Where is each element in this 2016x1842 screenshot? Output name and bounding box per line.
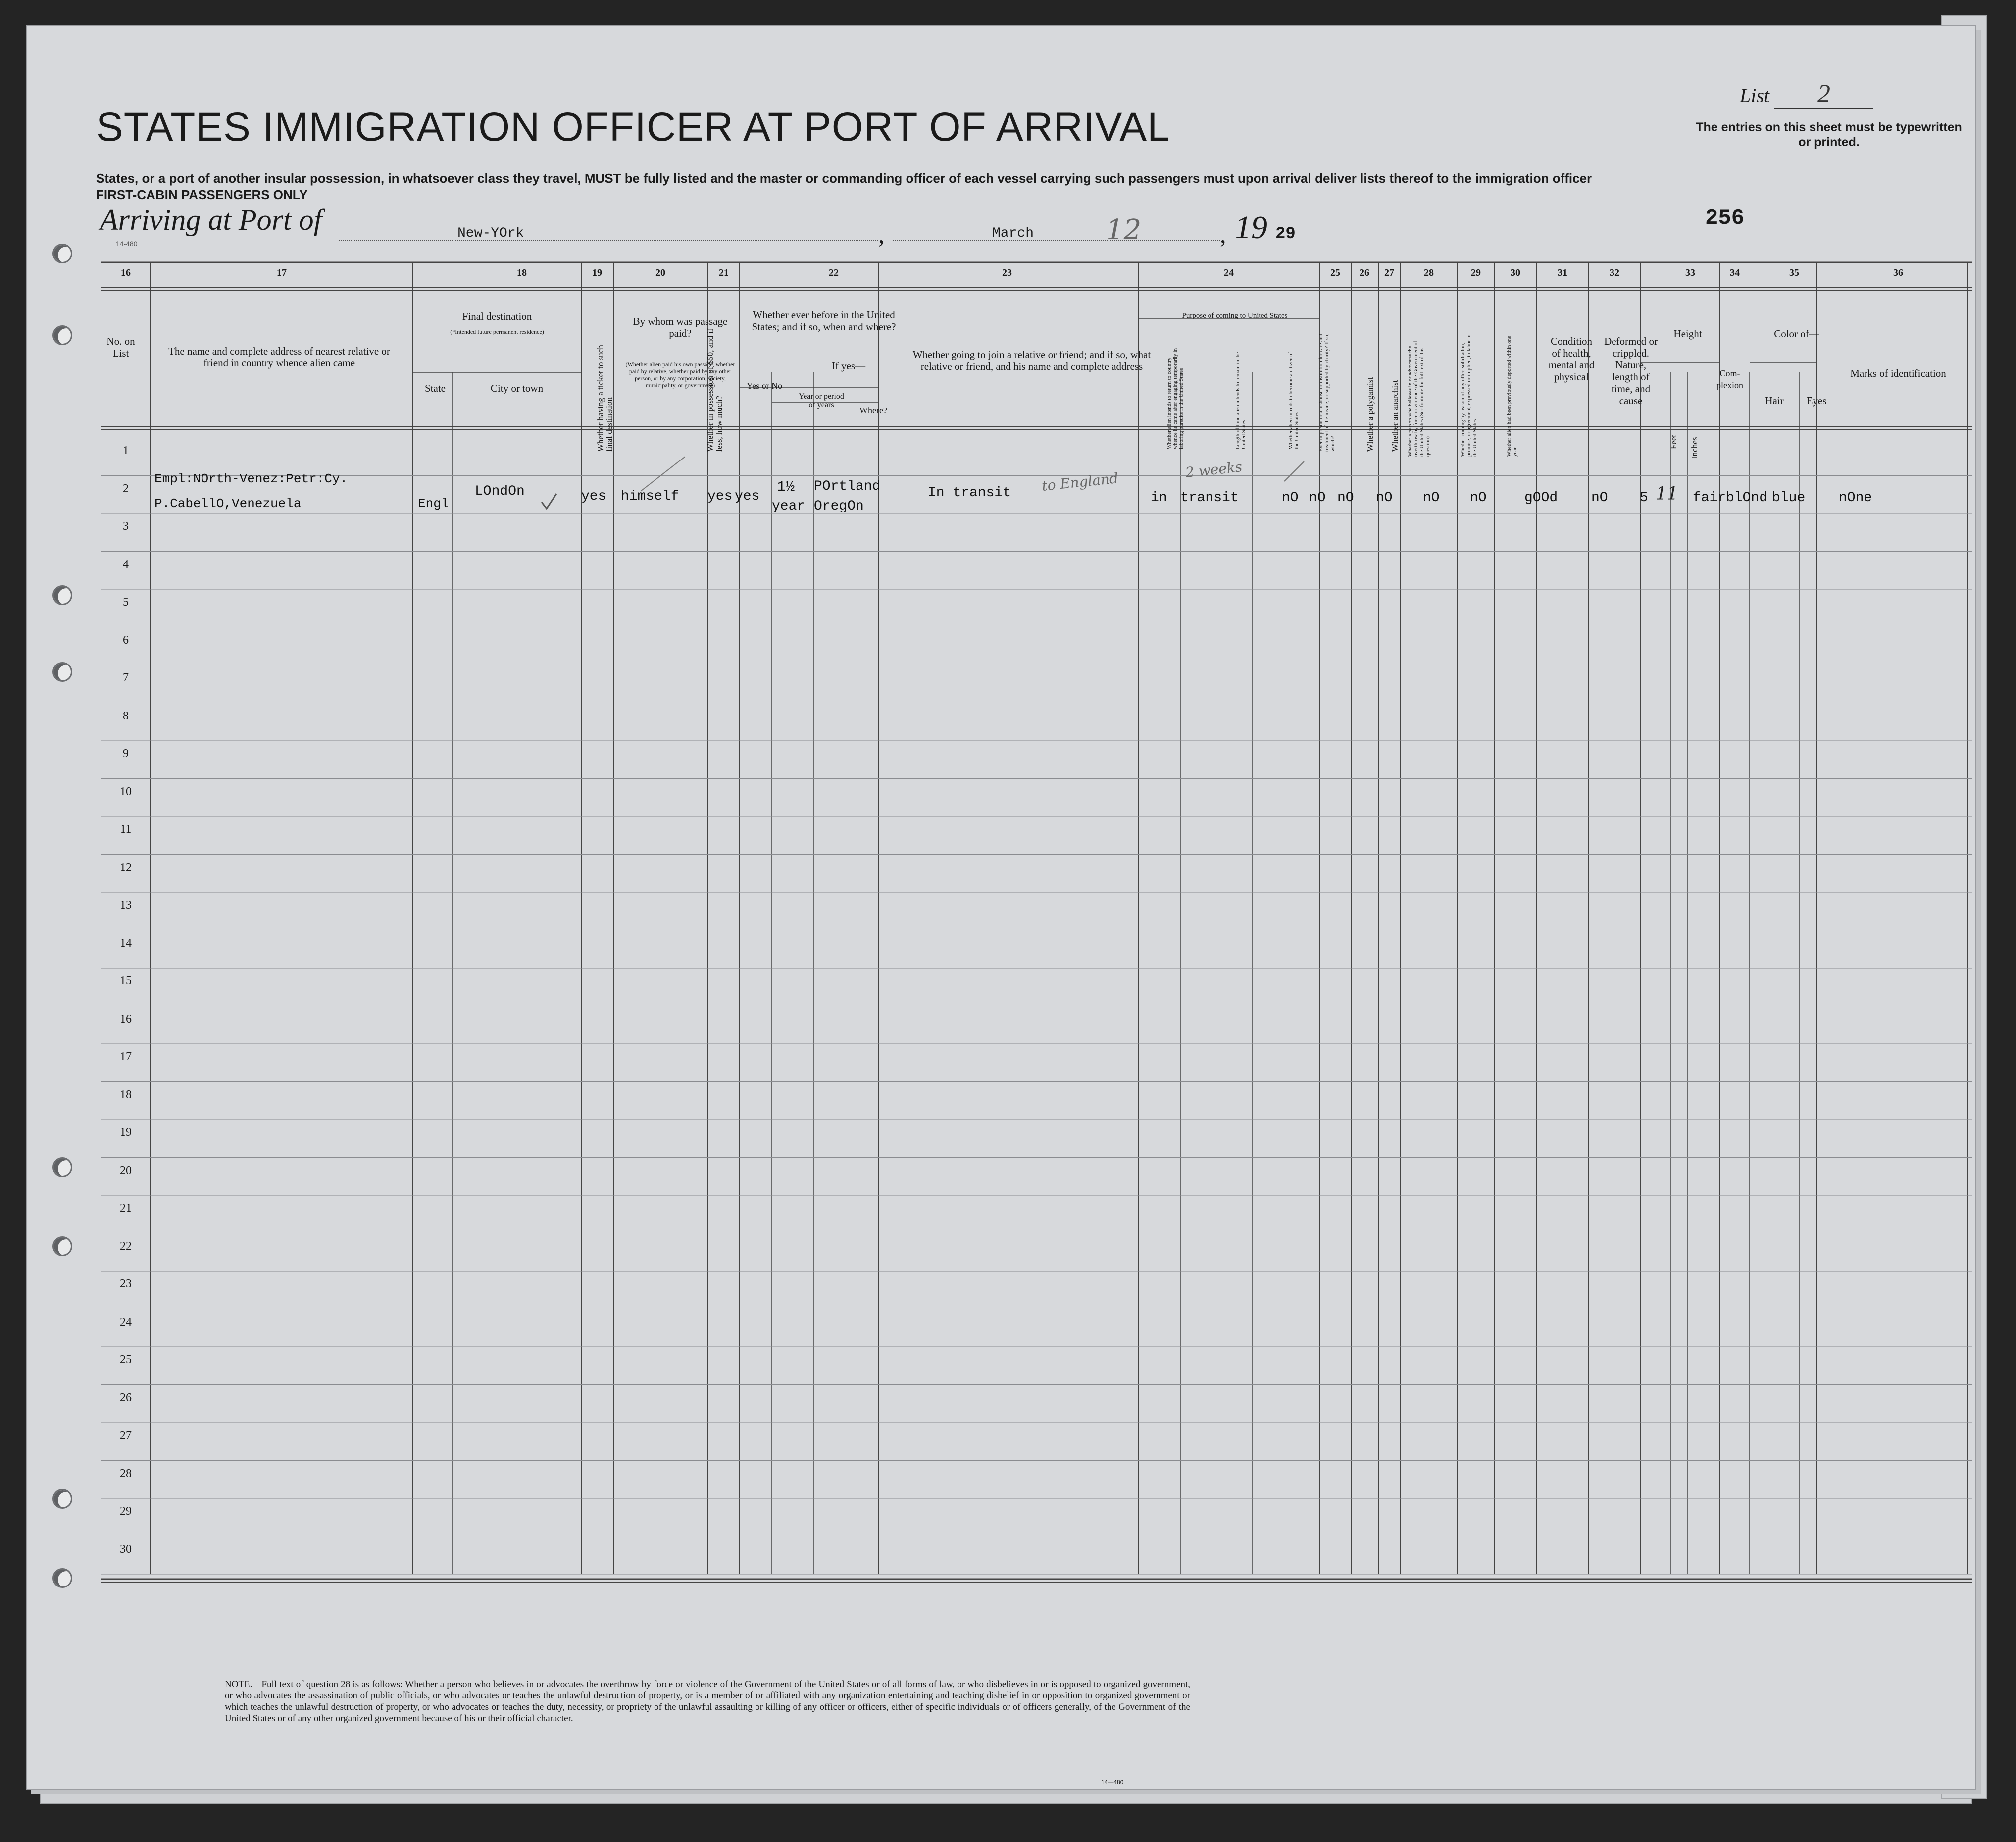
entry-relative-line1: Empl:NOrth-Venez:Petr:Cy. [154, 471, 348, 486]
day-value: 12 [1106, 214, 1142, 246]
header-height: Height [1673, 328, 1702, 340]
row-number: 27 [120, 1429, 132, 1442]
entry-period-line1: 1½ [777, 479, 795, 496]
column-number: 23 [1002, 267, 1012, 278]
entry-hair: blOnd [1726, 490, 1768, 506]
column-number: 19 [592, 267, 602, 278]
header-final-destination: Final destination [462, 310, 532, 322]
row-number: 13 [120, 899, 132, 912]
check-marks [27, 26, 1975, 570]
row-number: 22 [120, 1239, 132, 1253]
header-passage-paid: By whom was passage paid? [633, 315, 728, 339]
row-number: 9 [123, 747, 129, 760]
header-polygamist: Whether a polygamist [1365, 377, 1375, 452]
class-line: FIRST-CABIN PASSENGERS ONLY [96, 187, 308, 202]
header-period: Year or period of years [799, 392, 844, 409]
header-deported: Whether alien had been previously deported within one year [1506, 335, 1518, 457]
column-number: 18 [517, 267, 527, 278]
typewritten-note: The entries on this sheet must be typewritten or printed. [1696, 120, 1962, 149]
footnote-code: 14—480 [1101, 1779, 1124, 1786]
entry-joining: In transit [928, 485, 1011, 501]
entry-before-yes-no: yes [735, 489, 760, 504]
entry-where-line1: POrtland [814, 479, 881, 494]
header-city: City or town [490, 382, 544, 394]
header-marks: Marks of identification [1850, 367, 1946, 379]
row-number: 7 [123, 671, 129, 684]
column-number: 22 [829, 267, 839, 278]
row-number: 21 [120, 1202, 132, 1215]
row-number: 4 [123, 558, 129, 571]
row-number: 25 [120, 1353, 132, 1366]
entry-overthrow: nO [1376, 490, 1393, 506]
header-possession-50: Whether in possession of $50, and if less, how much? [706, 328, 724, 452]
column-number: 26 [1360, 267, 1369, 278]
instructions-text: States, or a port of another insular possession, in whatsoever class they travel, MUST be fully listed and the master or commanding officer of each vessel carrying such passengers must upon arrival deliver lists thereof to the immigration officer [96, 171, 1592, 186]
header-purpose: Purpose of coming to United States [1182, 312, 1288, 320]
row-number: 16 [120, 1012, 132, 1025]
entry-marks: nOne [1839, 490, 1872, 506]
header-where: Where? [859, 406, 887, 415]
list-label: List [1740, 84, 1770, 106]
entry-deported: nO [1470, 490, 1487, 506]
header-deformed: Deformed or crippled. Nature, length of time, and cause [1604, 335, 1658, 407]
row-number: 5 [123, 596, 129, 609]
row-number: 6 [123, 633, 129, 647]
entry-city: LOndOn [475, 484, 525, 499]
port-value: New-YOrk [457, 226, 524, 241]
header-ticket: Whether having a ticket to such final destination [596, 345, 614, 452]
header-anarchist: Whether an anarchist [1390, 380, 1400, 452]
row-number: 8 [123, 709, 129, 722]
header-health: Condition of health, mental and physical [1548, 335, 1595, 383]
row-number: 19 [120, 1126, 132, 1139]
column-number: 24 [1224, 267, 1234, 278]
entry-labor-offer: nO [1423, 490, 1440, 506]
header-no-on-list: No. on List [106, 335, 135, 359]
list-number: 2 [1774, 79, 1873, 109]
row-number: 30 [120, 1542, 132, 1556]
header-overthrow: Whether a person who believes in or advocates the overthrow by force or violence of the Government of the United States (See footnote for full text of this question) [1407, 341, 1431, 457]
entry-length-annotation: 2 weeks [1184, 459, 1243, 481]
column-number: 33 [1685, 267, 1695, 278]
year-prefix: 19 [1235, 209, 1267, 246]
entry-anarchist: nO [1337, 490, 1354, 506]
entry-intends-return: in [1151, 490, 1167, 506]
header-complexion: Com- plexion [1716, 368, 1743, 390]
header-intends-return: Whether alien intends to return to country whence he came after engaging temporarily in laboring pursuits in the United States [1166, 348, 1184, 449]
row-number: 24 [120, 1315, 132, 1329]
header-if-yes: If yes— [831, 360, 866, 372]
row-number: 26 [120, 1391, 132, 1404]
form-code: 14-480 [116, 240, 138, 248]
entry-health: gOOd [1524, 490, 1558, 506]
entry-length-of-stay: transit [1180, 490, 1239, 506]
entry-paid-by: himself [621, 489, 679, 504]
header-eyes: Eyes [1806, 395, 1827, 407]
header-state: State [425, 382, 446, 394]
entry-where-line2: OregOn [814, 499, 864, 514]
entry-complexion: fair [1693, 490, 1726, 506]
header-citizen: Whether alien intends to become a citizen of the United States [1288, 352, 1300, 449]
comma-1: , [878, 220, 885, 248]
row-number: 2 [123, 482, 129, 495]
comma-2: , [1220, 220, 1226, 248]
entry-period-line2: year [772, 499, 806, 514]
column-number: 36 [1893, 267, 1903, 278]
page-title: STATES IMMIGRATION OFFICER AT PORT OF ARRIVAL [96, 104, 1170, 150]
column-number: 16 [121, 267, 131, 278]
row-number: 12 [120, 861, 132, 874]
header-ever-before: Whether ever before in the United States; and if so, when and where? [752, 309, 896, 333]
entry-joining-annotation: to England [1041, 469, 1119, 495]
row-number: 1 [123, 444, 129, 457]
header-hair: Hair [1765, 395, 1784, 407]
entry-polygamist: nO [1309, 490, 1326, 506]
entry-state: Engl [418, 496, 449, 511]
column-number: 29 [1471, 267, 1481, 278]
entry-eyes: blue [1772, 490, 1806, 506]
header-feet: Feet [1669, 434, 1678, 449]
entry-has-50: yes [707, 489, 733, 504]
header-inches: Inches [1690, 437, 1699, 459]
header-relative-address: The name and complete address of nearest relative or friend in country whence alien came [168, 345, 390, 369]
footnote: NOTE.—Full text of question 28 is as follows: Whether a person who believes in or advocates the overthrow by force or violence of the Government of the United States or of all forms of law, or who disbelieves in or is opposed to organized government, or who advocates the assassination of public officials, or who advocates or teaches the unlawful destruction of property, or is a member of or affiliated with any organization entertaining and teaching disbelief in or opposition to organized government or which teaches the unlawful destruction of property, or who advocates or teaches the duty, necessity, or propriety of the unlawful assaulting or killing of any officer or officers, either of specific individuals or of officers generally, of the Government of the United States or of any other organized government because of his or their official character. [225, 1679, 1190, 1724]
row-number: 14 [120, 936, 132, 950]
row-number: 18 [120, 1088, 132, 1101]
entry-deformed: nO [1591, 490, 1608, 506]
column-number: 34 [1730, 267, 1740, 278]
header-joining: Whether going to join a relative or friend; and if so, what relative or friend, and his name and complete address [912, 349, 1151, 372]
entry-prison: nO [1282, 490, 1299, 506]
header-passage-note: (Whether alien paid his own passage, whether paid by relative, whether paid by any other person, or by any corporation, society, municipality, or government) [625, 361, 735, 389]
month-value: March [992, 226, 1034, 241]
column-number: 25 [1330, 267, 1340, 278]
row-number: 11 [120, 823, 132, 836]
column-number: 28 [1424, 267, 1434, 278]
column-number: 31 [1558, 267, 1567, 278]
row-number: 17 [120, 1050, 132, 1063]
manifest-sheet [26, 25, 1976, 1790]
row-number: 23 [120, 1278, 132, 1290]
port-label: Arriving at Port of [100, 204, 322, 236]
entry-relative-line2: P.CabellO,Venezuela [154, 496, 302, 511]
row-number: 15 [120, 974, 132, 987]
column-number: 17 [277, 267, 287, 278]
sheet-number: 256 [1705, 206, 1745, 231]
header-yes-no: Yes or No [746, 381, 783, 391]
entry-feet: 5 [1640, 490, 1648, 506]
column-number: 32 [1610, 267, 1619, 278]
header-prison: Ever in prison or almshouse or institution for care and treatment of the insane, or supported by charity? If so, which? [1318, 333, 1336, 452]
row-number: 29 [120, 1505, 132, 1518]
row-number: 3 [123, 520, 129, 533]
header-labor-offer: Whether coming by reason of any offer, solicitation, promise, or agreement, expressed or implied, to labor in the United States [1460, 334, 1478, 457]
year-suffix: 29 [1275, 225, 1296, 244]
row-number: 10 [120, 785, 132, 798]
column-number: 20 [655, 267, 665, 278]
header-length-stay: Length of time alien intends to remain in the United States [1235, 352, 1247, 449]
column-number: 30 [1511, 267, 1520, 278]
column-number: 27 [1384, 267, 1394, 278]
row-number: 20 [120, 1164, 132, 1177]
entry-inches: 11 [1656, 484, 1678, 504]
header-final-destination-note: (*Intended future permanent residence) [450, 328, 544, 335]
column-number: 21 [719, 267, 729, 278]
row-number: 28 [120, 1467, 132, 1480]
entry-ticket: yes [581, 489, 606, 504]
column-number: 35 [1789, 267, 1799, 278]
header-color-of: Color of— [1774, 328, 1819, 340]
